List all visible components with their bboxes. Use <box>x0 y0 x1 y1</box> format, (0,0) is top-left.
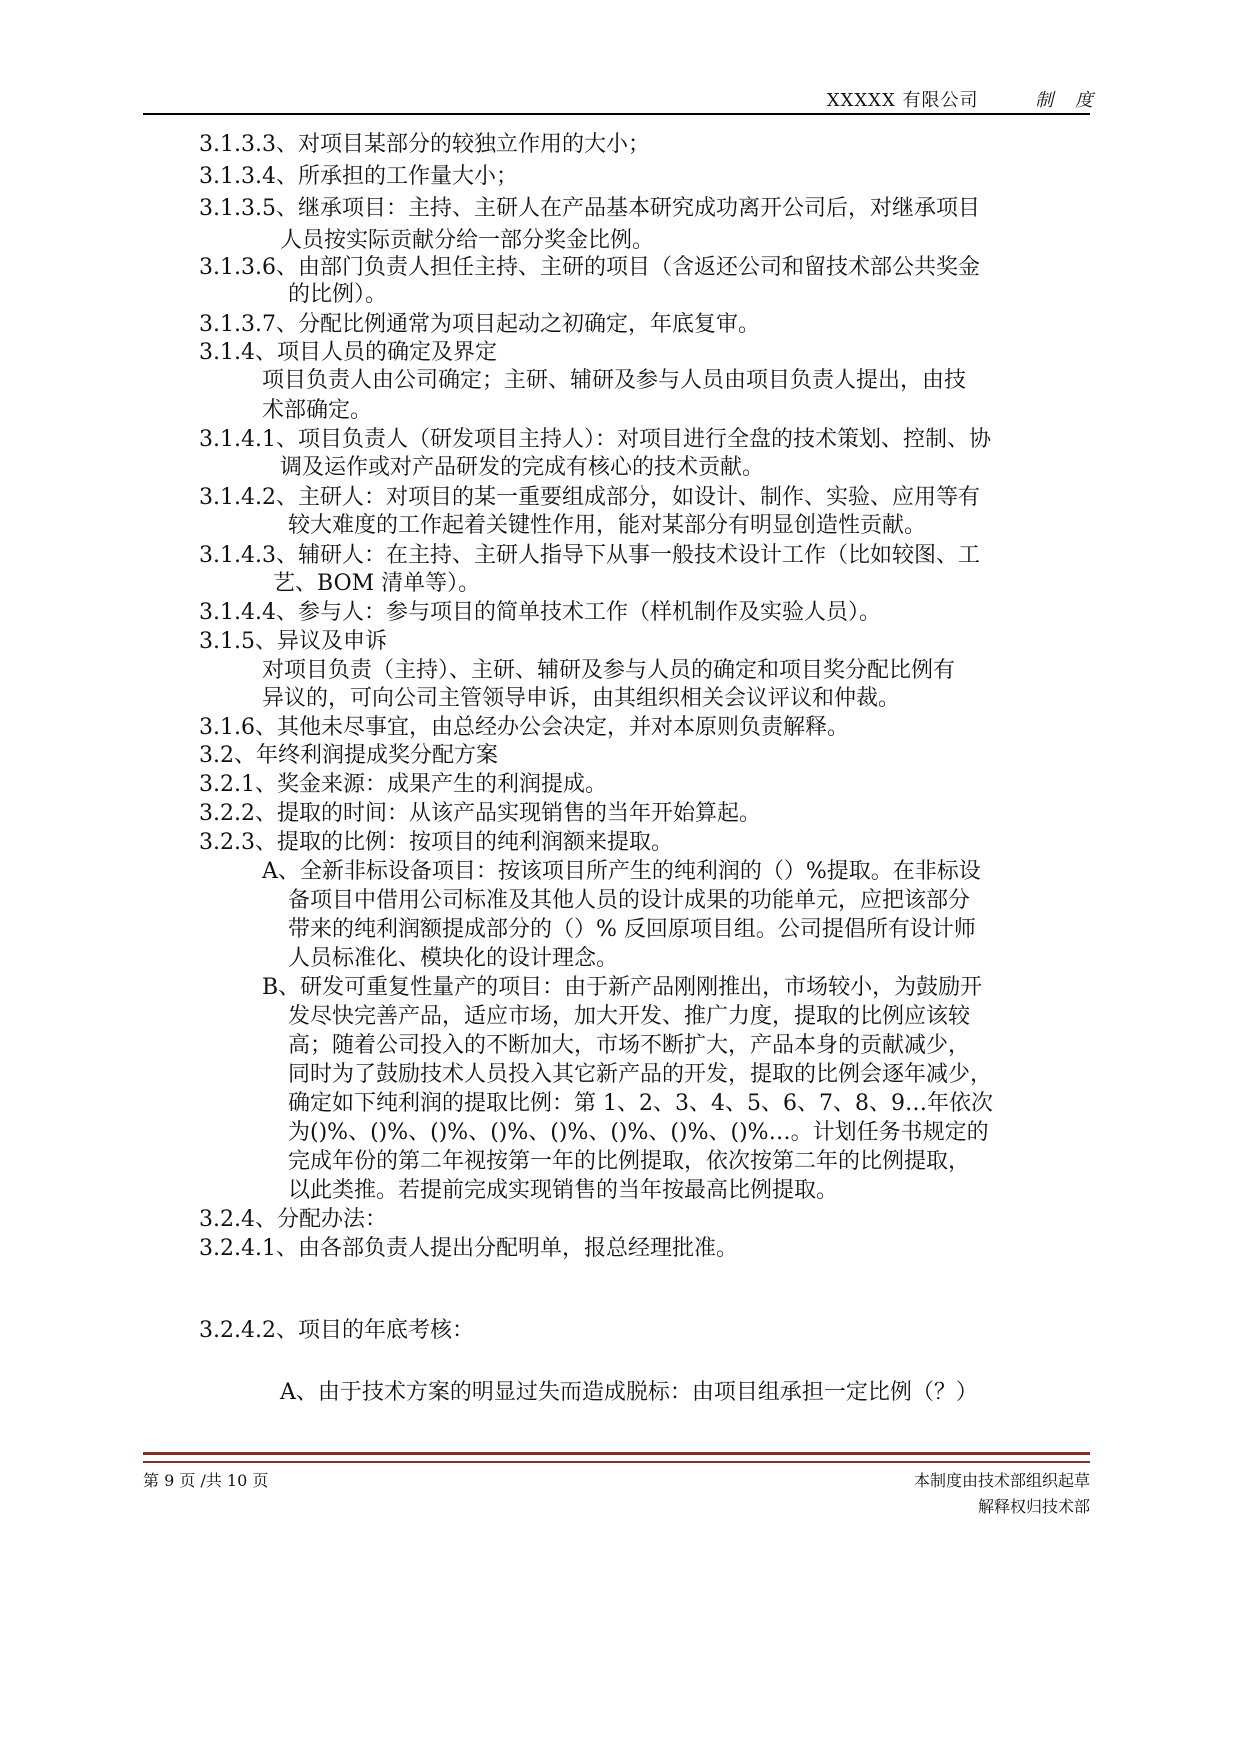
text-line: 3.1.4.3、辅研人：在主持、主研人指导下从事一般技术设计工作（比如较图、工 <box>199 543 980 568</box>
text-line: 3.1.4.4、参与人：参与项目的简单技术工作（样机制作及实验人员）。 <box>199 600 881 625</box>
text-line: 3.1.3.6、由部门负责人担任主持、主研的项目（含返还公司和留技术部公共奖金 <box>199 255 980 280</box>
text-line: 备项目中借用公司标准及其他人员的设计成果的功能单元，应把该部分 <box>288 888 971 913</box>
text-line: 人员标准化、模块化的设计理念。 <box>288 946 619 971</box>
footer-rule-thin <box>143 1461 1090 1463</box>
text-line: 3.2.4.1、由各部负责人提出分配明单，报总经理批准。 <box>199 1236 738 1261</box>
text-line: 发尽快完善产品，适应市场，加大开发、推广力度，提取的比例应该较 <box>288 1004 971 1029</box>
text-line: B、研发可重复性量产的项目：由于新产品刚刚推出，市场较小，为鼓励开 <box>262 975 983 1000</box>
text-line: 艺、BOM 清单等）。 <box>273 571 481 596</box>
text-line: 3.2.4、分配办法： <box>199 1207 387 1232</box>
text-line: 调及运作或对产品研发的完成有核心的技术贡献。 <box>280 455 765 480</box>
text-line: A、全新非标设备项目：按该项目所产生的纯利润的（）%提取。在非标设 <box>262 859 981 884</box>
footer-rule <box>143 1452 1090 1455</box>
text-line: 3.1.6、其他未尽事宜，由总经办公会决定，并对本原则负责解释。 <box>199 715 849 740</box>
text-line: 3.1.4、项目人员的确定及界定 <box>199 340 497 365</box>
text-line: 3.1.4.2、主研人：对项目的某一重要组成部分，如设计、制作、实验、应用等有 <box>199 485 980 510</box>
text-line: 高；随着公司投入的不断加大，市场不断扩大，产品本身的贡献减少， <box>288 1033 971 1058</box>
text-line: 项目负责人由公司确定；主研、辅研及参与人员由项目负责人提出，由技 <box>262 368 967 393</box>
page-header <box>827 86 1101 112</box>
text-line: 3.1.3.5、继承项目：主持、主研人在产品基本研究成功离开公司后，对继承项目 <box>199 196 980 221</box>
text-line: 3.1.3.7、分配比例通常为项目起动之初确定，年底复审。 <box>199 312 760 337</box>
text-line: 同时为了鼓励技术人员投入其它新产品的开发，提取的比例会逐年减少， <box>288 1062 993 1087</box>
text-line: 3.2.3、提取的比例：按项目的纯利润额来提取。 <box>199 830 673 855</box>
text-line: 较大难度的工作起着关键性作用，能对某部分有明显创造性贡献。 <box>288 513 927 538</box>
text-line: 3.2.2、提取的时间：从该产品实现销售的当年开始算起。 <box>199 801 761 826</box>
company-name: XXXXX 有限公司 <box>826 90 979 111</box>
header-rule <box>143 113 1090 115</box>
text-line: 3.1.4.1、项目负责人（研发项目主持人）：对项目进行全盘的技术策划、控制、协 <box>199 427 991 452</box>
text-line: 异议的，可向公司主管领导申诉，由其组织相关会议评议和仲裁。 <box>262 686 901 711</box>
text-line: 为()%、()%、()%、()%、()%、()%、()%、()%…。计划任务书规定的 <box>288 1120 989 1145</box>
text-line: 3.1.3.4、所承担的工作量大小； <box>199 164 518 189</box>
interpretation-note: 解释权归技术部 <box>977 1497 1090 1516</box>
text-line: 完成年份的第二年视按第一年的比例提取，依次按第二年的比例提取， <box>288 1149 971 1174</box>
text-line: 3.2、年终利润提成奖分配方案 <box>199 743 498 768</box>
text-line: 以此类推。若提前完成实现销售的当年按最高比例提取。 <box>288 1178 839 1203</box>
page-number: 第 9 页 /共 10 页 <box>143 1471 269 1490</box>
text-line: 的比例）。 <box>288 282 388 307</box>
text-line: A、由于技术方案的明显过失而造成脱标：由项目组承担一定比例（？） <box>280 1380 978 1405</box>
document-type: 制 度 <box>1035 90 1101 111</box>
text-line: 3.1.5、异议及申诉 <box>199 629 387 654</box>
drafted-by-note: 本制度由技术部组织起草 <box>913 1471 1090 1490</box>
text-line: 3.1.3.3、对项目某部分的较独立作用的大小； <box>199 132 650 157</box>
footer-note <box>914 1468 1090 1520</box>
text-line: 术部确定。 <box>262 398 373 423</box>
text-line: 人员按实际贡献分给一部分奖金比例。 <box>280 228 655 253</box>
text-line: 对项目负责（主持）、主研、辅研及参与人员的确定和项目奖分配比例有 <box>262 658 956 683</box>
text-line: 3.2.4.2、项目的年底考核： <box>199 1318 474 1343</box>
text-line: 带来的纯利润额提成部分的（）% 反回原项目组。公司提倡所有设计师 <box>288 917 976 942</box>
text-line: 确定如下纯利润的提取比例：第 1、2、3、4、5、6、7、8、9…年依次 <box>288 1091 993 1116</box>
text-line: 3.2.1、奖金来源：成果产生的利润提成。 <box>199 772 607 797</box>
